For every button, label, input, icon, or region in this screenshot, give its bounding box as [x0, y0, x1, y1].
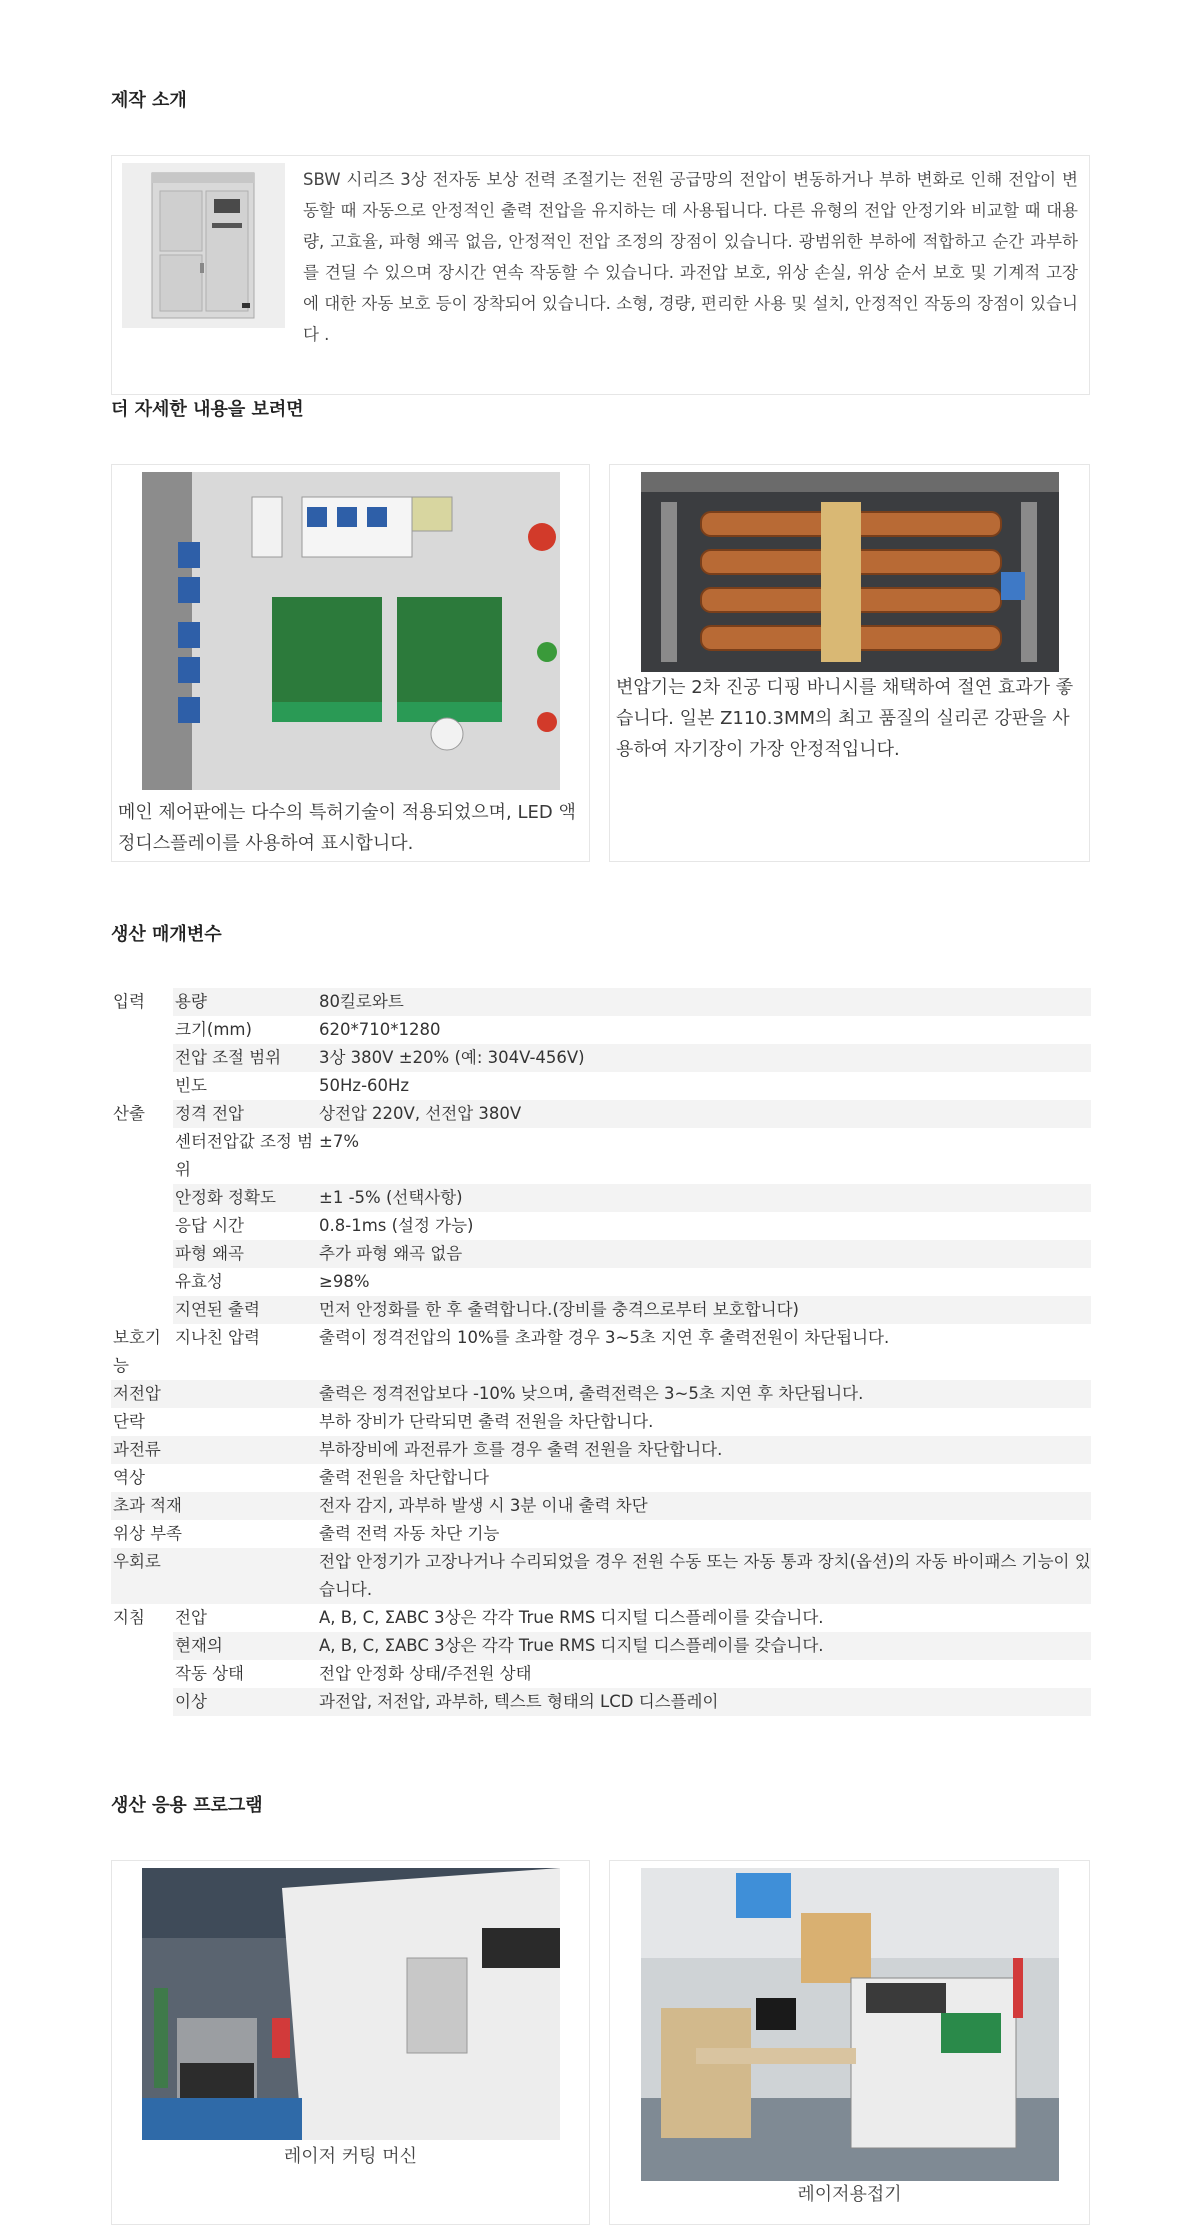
- param-name-cell: 전압 조절 범위: [173, 1044, 317, 1072]
- param-name-cell: 빈도: [175, 1076, 207, 1095]
- param-group-cell: [111, 1632, 173, 1660]
- table-row: [111, 1436, 1091, 1464]
- table-row: [111, 1632, 1091, 1660]
- param-value-cell: 50Hz-60Hz: [319, 1076, 410, 1095]
- table-row: [111, 1268, 1091, 1296]
- param-group-cell: [111, 1016, 173, 1044]
- product-image: [122, 163, 285, 328]
- table-row: [111, 1464, 1091, 1492]
- param-value-cell: ±7%: [319, 1132, 360, 1151]
- param-value-cell: 먼저 안정화를 한 후 출력합니다.(장비를 충격으로부터 보호합니다): [317, 1296, 1091, 1324]
- table-row: [111, 1212, 1091, 1240]
- param-name-cell: 센터전압값 조정 범위: [175, 1132, 314, 1179]
- table-row: [111, 1548, 1091, 1604]
- table-row: [111, 1408, 1091, 1436]
- param-name-cell: 유효성: [175, 1272, 223, 1291]
- param-value-cell: 80킬로와트: [317, 988, 1091, 1016]
- param-value-cell: 전압 안정기가 고장나거나 수리되었을 경우 전원 수동 또는 자동 통과 장치(옵션)의 자동 바이패스 기능이 있습니다.: [317, 1548, 1091, 1604]
- param-group-cell: 과전류: [111, 1436, 317, 1464]
- table-row: [111, 1688, 1091, 1716]
- table-row: [111, 1296, 1091, 1324]
- param-value-cell: ≥98%: [319, 1272, 370, 1291]
- laser-welding-graphic: [641, 1868, 1059, 2181]
- parameters-table: [111, 988, 1091, 1716]
- table-row: [111, 1604, 1091, 1632]
- table-row: [111, 1380, 1091, 1408]
- table-row: [111, 1100, 1091, 1128]
- param-value-cell: A, B, C, ΣABC 3상은 각각 True RMS 디지털 디스플레이를 갖습니다.: [317, 1632, 1091, 1660]
- table-row: [111, 1044, 1091, 1072]
- laser-cutting-caption: 레이저 커팅 머신: [283, 2146, 418, 2167]
- table-row: [111, 1520, 1091, 1548]
- transformer-image: [641, 472, 1059, 672]
- applications-title: 생산 응용 프로그램: [111, 1795, 263, 1816]
- laser-cutting-graphic: [142, 1868, 560, 2140]
- voltage-stabilizer-cabinet-graphic: [122, 163, 285, 328]
- param-value-cell: 전자 감지, 과부하 발생 시 3분 이내 출력 차단: [317, 1492, 1091, 1520]
- param-group-cell: [111, 1660, 173, 1688]
- table-row: [111, 1016, 1091, 1044]
- param-value-cell: 부하 장비가 단락되면 출력 전원을 차단합니다.: [319, 1412, 654, 1431]
- param-value-cell: 0.8-1ms (설정 가능): [319, 1216, 474, 1235]
- control-panel-image: [142, 472, 560, 790]
- table-row: [111, 1072, 1091, 1100]
- details-title: 더 자세한 내용을 보려면: [111, 399, 304, 420]
- param-value-cell: 부하장비에 과전류가 흐를 경우 출력 전원을 차단합니다.: [317, 1436, 1091, 1464]
- laser-cutting-image: [142, 1868, 560, 2140]
- param-value-cell: ±1 -5% (선택사항): [317, 1184, 1091, 1212]
- table-row: [111, 1240, 1091, 1268]
- param-group-cell: 산출: [113, 1104, 145, 1123]
- param-name-cell: 용량: [173, 988, 317, 1016]
- laser-welding-card: [609, 1860, 1090, 2225]
- param-group-cell: [111, 1072, 173, 1100]
- param-value-cell: A, B, C, ΣABC 3상은 각각 True RMS 디지털 디스플레이를 갖습니다.: [319, 1608, 824, 1627]
- control-panel-caption: 메인 제어판에는 다수의 특허기술이 적용되었으며, LED 액정디스플레이를 사용하여 표시합니다.: [118, 802, 576, 854]
- param-group-cell: [111, 1044, 173, 1072]
- param-group-cell: 지침: [113, 1608, 145, 1627]
- table-row: [111, 1492, 1091, 1520]
- control-panel-card: [111, 464, 590, 862]
- param-value-cell: 출력 전원을 차단합니다: [319, 1468, 489, 1487]
- param-group-cell: 단락: [113, 1412, 145, 1431]
- param-name-cell: 이상: [173, 1688, 317, 1716]
- param-group-cell: [111, 1688, 173, 1716]
- laser-welding-caption: 레이저용접기: [797, 2184, 902, 2205]
- table-row: [111, 1128, 1091, 1184]
- param-name-cell: 안정화 정확도: [173, 1184, 317, 1212]
- param-name-cell: 지나친 압력: [175, 1328, 260, 1347]
- param-value-cell: 상전압 220V, 선전압 380V: [317, 1100, 1091, 1128]
- param-group-cell: 입력: [113, 992, 145, 1011]
- intro-card: [111, 155, 1090, 395]
- param-name-cell: 응답 시간: [175, 1216, 245, 1235]
- param-group-cell: 위상 부족: [113, 1524, 183, 1543]
- param-group-cell: [111, 1128, 173, 1184]
- param-group-cell: [111, 1240, 173, 1268]
- param-value-cell: 추가 파형 왜곡 없음: [317, 1240, 1091, 1268]
- param-group-cell: [111, 1184, 173, 1212]
- param-value-cell: 출력은 정격전압보다 -10% 낮으며, 출력전력은 3~5초 지연 후 차단됩니다.: [317, 1380, 1091, 1408]
- param-value-cell: 전압 안정화 상태/주전원 상태: [319, 1664, 532, 1683]
- param-name-cell: 파형 왜곡: [173, 1240, 317, 1268]
- param-value-cell: 출력 전력 자동 차단 기능: [319, 1524, 500, 1543]
- table-row: [111, 988, 1091, 1016]
- transformer-card: [609, 464, 1090, 862]
- param-value-cell: 과전압, 저전압, 과부하, 텍스트 형태의 LCD 디스플레이: [317, 1688, 1091, 1716]
- param-name-cell: 정격 전압: [173, 1100, 317, 1128]
- param-name-cell: 지연된 출력: [173, 1296, 317, 1324]
- param-group-cell: [111, 1296, 173, 1324]
- param-name-cell: 전압: [175, 1608, 207, 1627]
- param-group-cell: 보호기능: [113, 1328, 161, 1375]
- param-name-cell: 작동 상태: [175, 1664, 245, 1683]
- param-group-cell: 우회로: [111, 1548, 317, 1604]
- control-panel-graphic: [142, 472, 560, 790]
- param-name-cell: 크기(mm): [175, 1020, 252, 1039]
- table-row: [111, 1324, 1091, 1380]
- laser-welding-image: [641, 1868, 1059, 2181]
- table-row: [111, 1660, 1091, 1688]
- intro-title: 제작 소개: [111, 90, 187, 111]
- param-group-cell: [111, 1268, 173, 1296]
- intro-description: SBW 시리즈 3상 전자동 보상 전력 조절기는 전원 공급망의 전압이 변동하거나 부하 변화로 인해 전압이 변동할 때 자동으로 안정적인 출력 전압을 유지하는 데 사용됩니다. 다른 유형의 전압 안정기와 비교할 때 대용량, 고효율, 파형 왜곡 없음, 안정적인 전압 조정의 장점이 있습니다. 광범위한 부하에 적합하고 순간 과부하를 견딜 수 있으며 장시간 연속 작동할 수 있습니다. 과전압 보호, 위상 손실, 위상 순서 보호 및 기계적 고장에 대한 자동 보호 등이 장착되어 있습니다. 소형, 경량, 편리한 사용 및 설치, 안정적인 작동의 장점이 있습니다 .: [303, 170, 1078, 344]
- param-group-cell: 역상: [113, 1468, 145, 1487]
- table-row: [111, 1184, 1091, 1212]
- param-group-cell: 저전압: [111, 1380, 317, 1408]
- param-name-cell: 현재의: [173, 1632, 317, 1660]
- param-group-cell: 초과 적재: [111, 1492, 317, 1520]
- transformer-caption: 변압기는 2차 진공 디핑 바니시를 채택하여 절연 효과가 좋습니다. 일본 Z110.3MM의 최고 품질의 실리콘 강판을 사용하여 자기장이 가장 안정적입니다.: [616, 677, 1074, 760]
- param-value-cell: 3상 380V ±20% (예: 304V-456V): [317, 1044, 1091, 1072]
- param-group-cell: [111, 1212, 173, 1240]
- params-title: 생산 매개변수: [111, 924, 222, 945]
- laser-cutting-card: [111, 1860, 590, 2225]
- param-value-cell: 620*710*1280: [319, 1020, 441, 1039]
- param-value-cell: 출력이 정격전압의 10%를 초과할 경우 3~5초 지연 후 출력전원이 차단됩니다.: [319, 1328, 890, 1347]
- transformer-graphic: [641, 472, 1059, 672]
